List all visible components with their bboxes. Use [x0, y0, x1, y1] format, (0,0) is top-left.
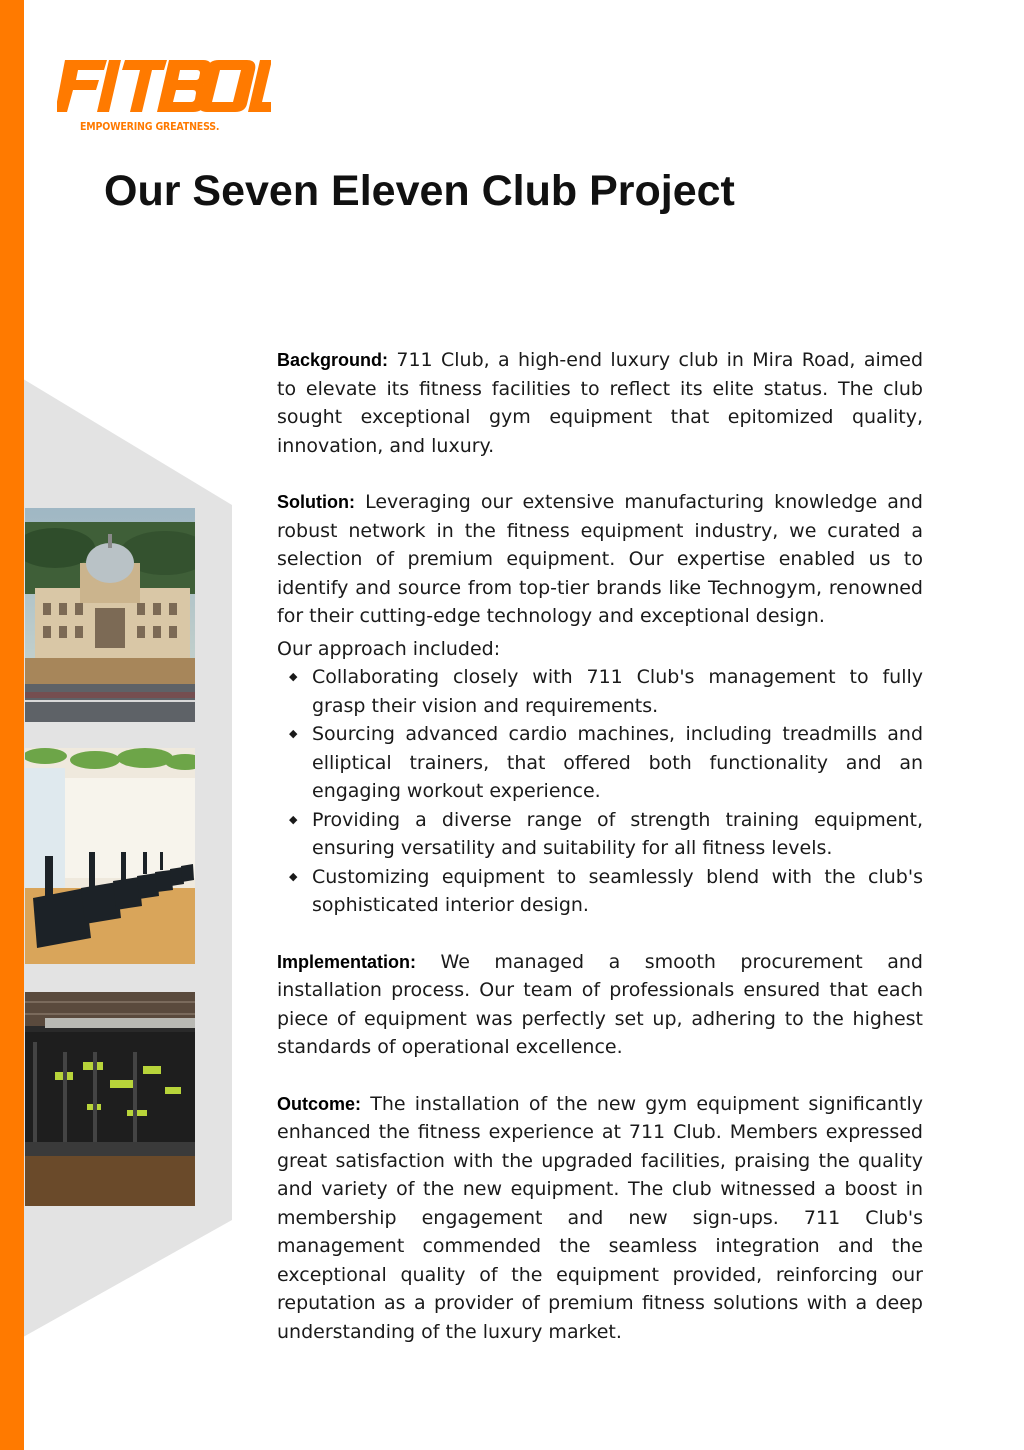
- treadmill-room-photo: [25, 748, 195, 964]
- project-content: [277, 346, 923, 1346]
- diamond-bullet-icon: ◆: [289, 727, 298, 740]
- list-item: ◆ Customizing equipment to seamlessly blend with the club's sophisticated interior design.: [277, 863, 923, 920]
- background-label: Background:: [277, 350, 389, 370]
- strength-equipment-photo: [25, 992, 195, 1206]
- solution-text: Leveraging our extensive manufacturing knowledge and robust network in the fitness equipment industry, we curated a selection of premium equipment. Our expertise enabled us to identify and source from top-tier brands like Technogym, renowned for their cutting-edge technology and exceptional design.: [277, 491, 923, 627]
- list-item: ◆ Collaborating closely with 711 Club's management to fully grasp their vision and requirements.: [277, 663, 923, 720]
- approach-intro: Our approach included:: [277, 637, 501, 660]
- logo-wordmark: FITBOL: [57, 58, 61, 59]
- diamond-bullet-icon: ◆: [289, 670, 298, 683]
- implementation-paragraph: [277, 948, 923, 1062]
- outcome-label: Outcome:: [277, 1093, 362, 1114]
- accent-bar: [0, 0, 24, 1450]
- club-building-photo: [25, 508, 195, 722]
- diamond-bullet-icon: ◆: [289, 869, 298, 883]
- page-title: Our Seven Eleven Club Project: [104, 167, 735, 215]
- list-item: ◆ Sourcing advanced cardio machines, including treadmills and elliptical trainers, that offered both functionality and an engaging workout experience.: [277, 720, 923, 806]
- implementation-text: We managed a smooth procurement and installation process. Our team of professionals ensured that each piece of equipment was perfectly set up, adhering to the highest standards of operational excellence.: [277, 950, 923, 1058]
- implementation-label: Implementation:: [277, 951, 417, 972]
- solution-paragraph: [277, 488, 923, 631]
- solution-label: Solution:: [277, 492, 355, 512]
- list-item: ◆ Providing a diverse range of strength training equipment, ensuring versatility and suitability for all fitness levels.: [277, 806, 923, 863]
- background-text: 711 Club, a high-end luxury club in Mira Road, aimed to elevate its fitness facilities to reflect its elite status. The club sought exceptional gym equipment that epitomized quality, innovation, and luxury.: [277, 349, 924, 457]
- background-paragraph: [277, 346, 923, 460]
- brand-tagline: EMPOWERING GREATNESS.: [80, 121, 220, 133]
- diamond-bullet-icon: ◆: [289, 812, 298, 826]
- brand-logo: [57, 58, 271, 114]
- approach-list: [277, 663, 923, 920]
- outcome-text: The installation of the new gym equipment significantly enhanced the fitness experience at 711 Club. Members expressed great satisfaction with the upgraded facilities, praising the quality and variety of the new equipment. The club witnessed a boost in membership engagement and new sign-ups. 711 Club's management commended the seamless integration and the exceptional quality of the equipment provided, reinforcing our reputation as a provider of premium fitness solutions with a deep understanding of the luxury market.: [277, 1092, 923, 1343]
- outcome-paragraph: [277, 1090, 923, 1347]
